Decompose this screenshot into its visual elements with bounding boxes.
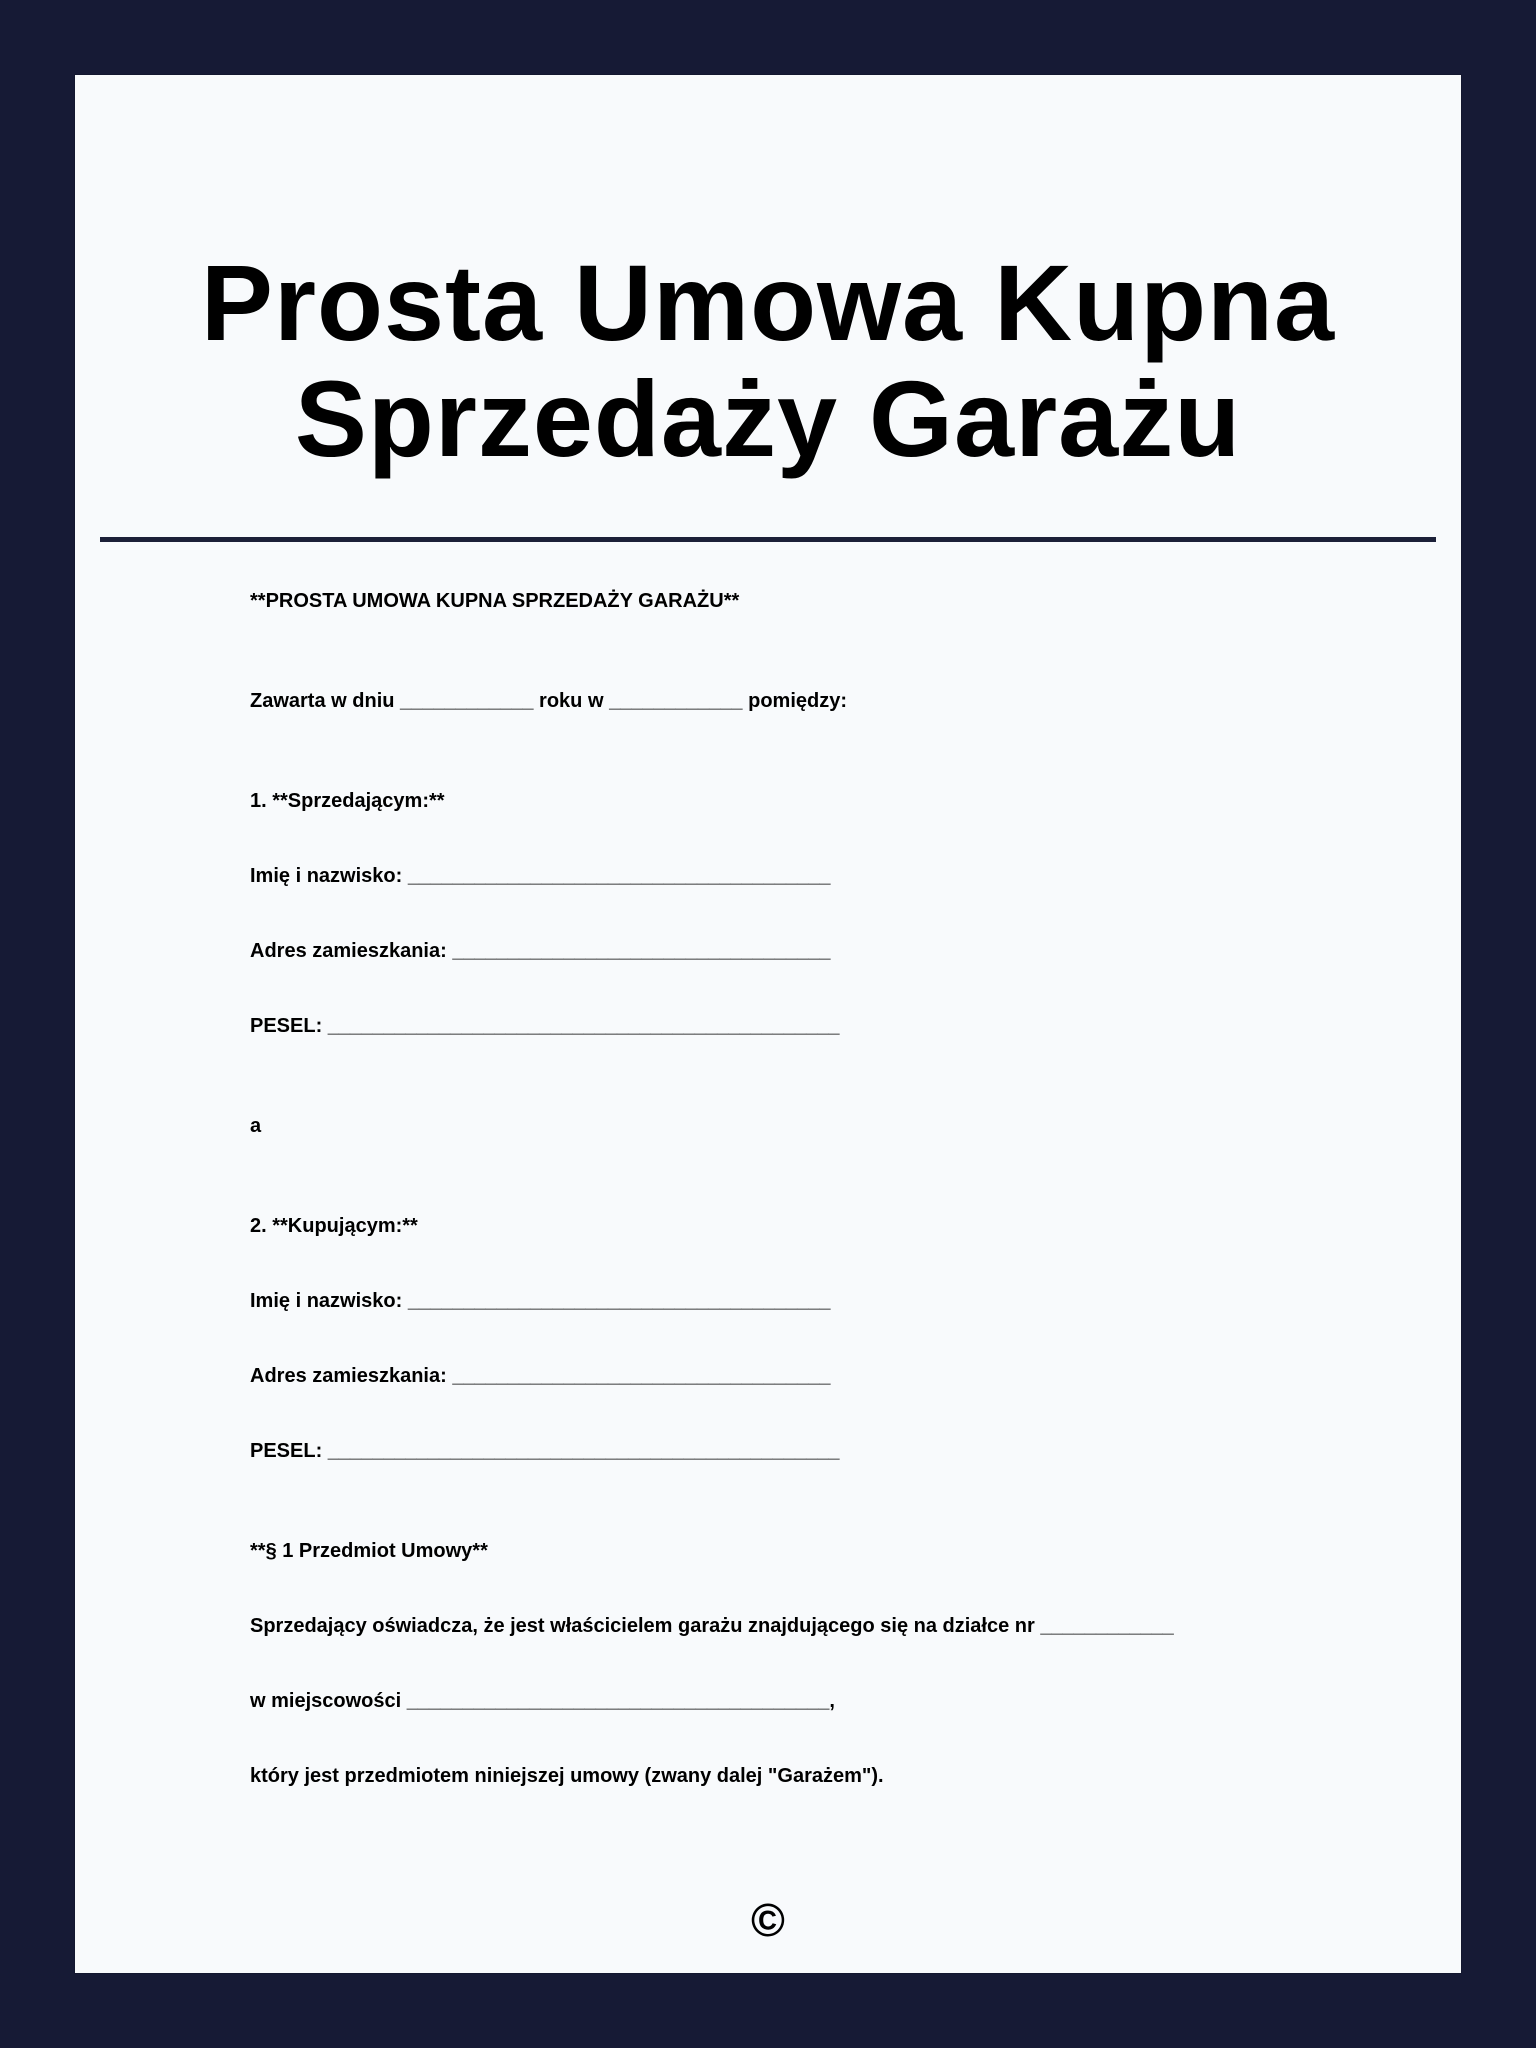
buyer-address-field: Adres zamieszkania: __________________________________ xyxy=(250,1365,831,1387)
seller-pesel-field: PESEL: ______________________________________________ xyxy=(250,1015,840,1037)
copyright-mark: © xyxy=(751,1894,785,1946)
conjunction-text: a xyxy=(250,1115,262,1137)
seller-heading: 1. **Sprzedającym:** xyxy=(250,790,445,812)
section-1-text-line-2: w miejscowości ______________________________________, xyxy=(250,1690,835,1712)
title-line-1: Prosta Umowa Kupna xyxy=(200,242,1336,363)
buyer-heading: 2. **Kupującym:** xyxy=(250,1215,418,1237)
title-divider xyxy=(100,537,1436,542)
buyer-name-field: Imię i nazwisko: ______________________________________ xyxy=(250,1290,831,1312)
seller-address-field: Adres zamieszkania: __________________________________ xyxy=(250,940,831,962)
section-1-text-line-1: Sprzedający oświadcza, że jest właścicielem garażu znajdującego się na działce nr ____________ xyxy=(250,1615,1174,1637)
contract-heading: **PROSTA UMOWA KUPNA SPRZEDAŻY GARAŻU** xyxy=(250,590,740,612)
contract-date-place: Zawarta w dniu ____________ roku w ____________ pomiędzy: xyxy=(250,690,847,712)
title-line-2: Sprzedaży Garażu xyxy=(294,358,1242,479)
document-page xyxy=(75,75,1461,1973)
section-1-heading: **§ 1 Przedmiot Umowy** xyxy=(250,1540,488,1562)
section-1-text-line-3: który jest przedmiotem niniejszej umowy (zwany dalej "Garażem"). xyxy=(250,1765,884,1787)
buyer-pesel-field: PESEL: ______________________________________________ xyxy=(250,1440,840,1462)
seller-name-field: Imię i nazwisko: ______________________________________ xyxy=(250,865,831,887)
document-title xyxy=(75,242,1461,479)
